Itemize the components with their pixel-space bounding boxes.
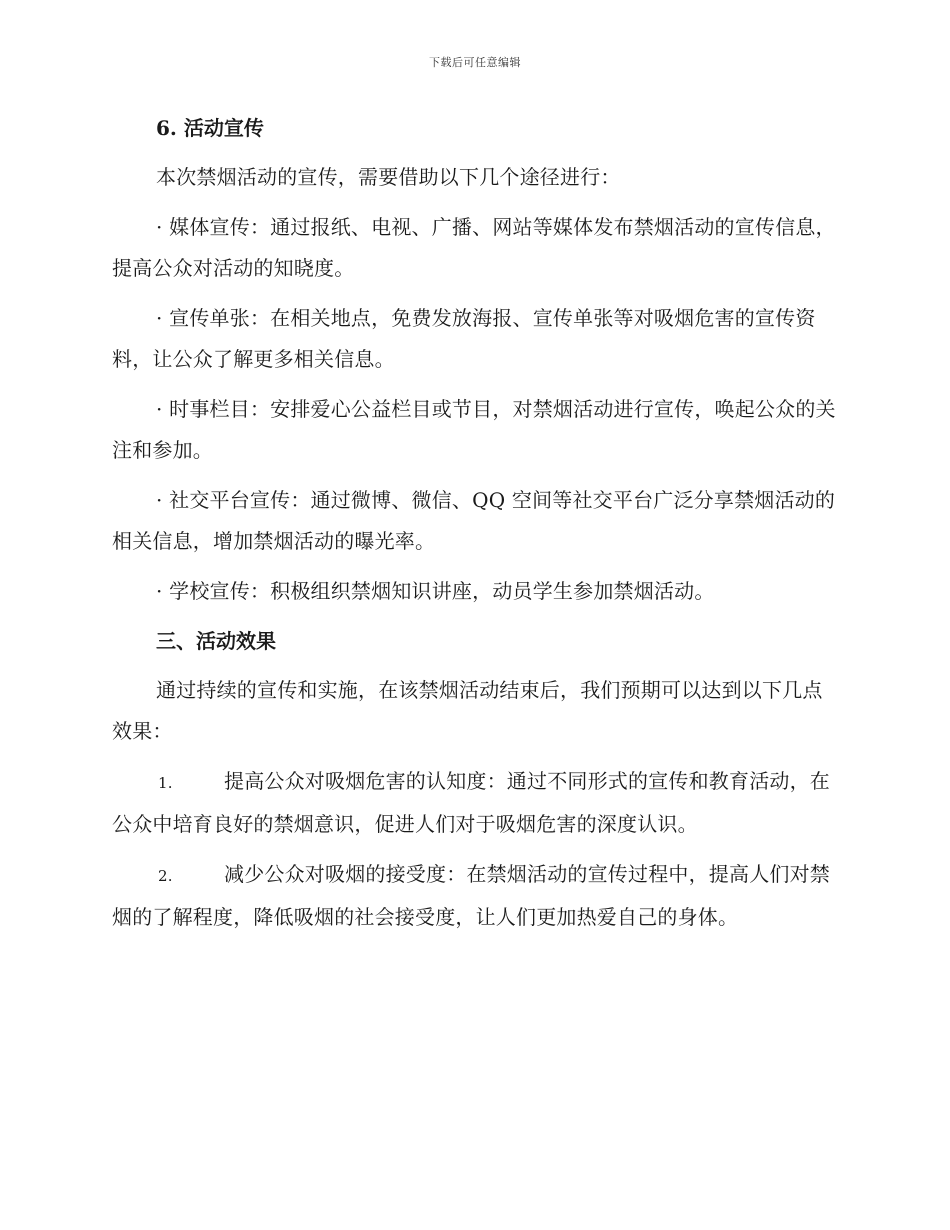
- promotion-intro: 本次禁烟活动的宣传，需要借助以下几个途径进行：: [156, 165, 621, 189]
- bullet-programs: · 时事栏目：安排爱心公益栏目或节目，对禁烟活动进行宣传，唤起公众的关注和参加。: [112, 397, 836, 462]
- header-note: 下载后可任意编辑: [429, 56, 521, 69]
- effects-intro: 通过持续的宣传和实施，在该禁烟活动结束后，我们预期可以达到以下几点效果：: [112, 678, 823, 743]
- document-body: [112, 108, 842, 947]
- item-number: 2.: [158, 867, 173, 885]
- bullet-school: · 学校宣传：积极组织禁烟知识讲座，动员学生参加禁烟活动。: [156, 579, 715, 603]
- section-heading-promotion: 6. 活动宣传: [156, 116, 264, 140]
- item-number: 1.: [158, 774, 173, 792]
- item-text: 提高公众对吸烟危害的认知度：通过不同形式的宣传和教育活动，在公众中培育良好的禁烟意识，促进人们对于吸烟危害的深度认识。: [112, 769, 830, 836]
- effect-item-1: [112, 761, 842, 845]
- bullet-social: · 社交平台宣传：通过微博、微信、QQ 空间等社交平台广泛分享禁烟活动的相关信息，增加禁烟活动的曝光率。: [112, 488, 836, 553]
- item-text: 减少公众对吸烟的接受度：在禁烟活动的宣传过程中，提高人们对禁烟的了解程度，降低吸烟的社会接受度，让人们更加热爱自己的身体。: [112, 862, 830, 929]
- section-heading-effects: 三、活动效果: [156, 629, 276, 653]
- effect-item-2: [112, 854, 842, 938]
- bullet-media: · 媒体宣传：通过报纸、电视、广播、网站等媒体发布禁烟活动的宣传信息，提高公众对活动的知晓度。: [112, 215, 836, 280]
- bullet-leaflets: · 宣传单张：在相关地点，免费发放海报、宣传单张等对吸烟危害的宣传资料，让公众了解更多相关信息。: [112, 306, 816, 371]
